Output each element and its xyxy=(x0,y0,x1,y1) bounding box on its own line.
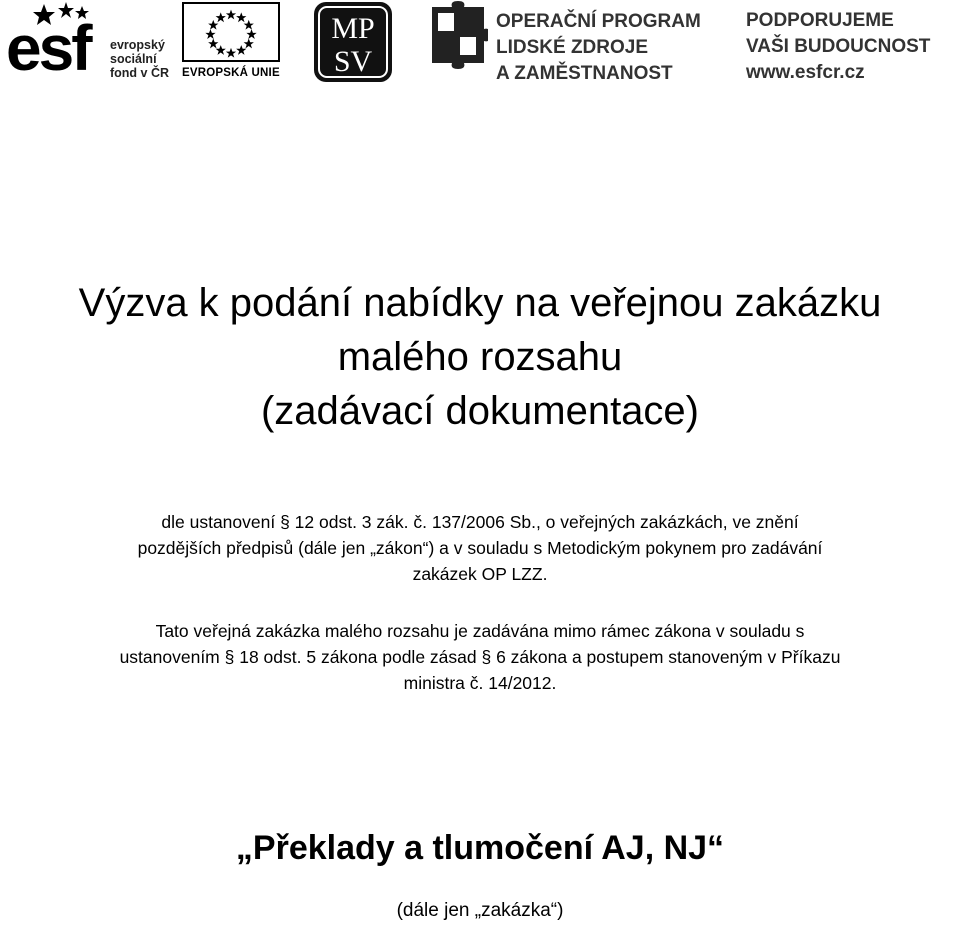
mpsv-top-text: MP xyxy=(331,12,375,45)
scope-paragraph xyxy=(0,618,960,696)
slogan-url: www.esfcr.cz xyxy=(746,62,865,83)
op-program-name xyxy=(496,9,701,87)
paragraph-line: ustanovením § 18 odst. 5 zákona podle zásad § 6 zákona a postupem stanoveným v Příkazu xyxy=(119,647,841,667)
op-line: LIDSKÉ ZDROJE xyxy=(496,37,649,58)
paragraph-line: zakázek OP LZZ. xyxy=(412,564,548,584)
slogan-line: PODPORUJEME xyxy=(746,10,894,31)
eu-caption: EVROPSKÁ UNIE xyxy=(182,67,280,79)
op-lzz-logo xyxy=(428,1,718,85)
legal-basis-paragraph xyxy=(0,509,960,587)
esf-logo xyxy=(6,2,176,84)
paragraph-line: dle ustanovení § 12 odst. 3 zák. č. 137/2006 Sb., o veřejných zakázkách, ve znění xyxy=(161,512,799,532)
esf-caption-line: evropský xyxy=(110,38,165,52)
title-line: (zadávací dokumentace) xyxy=(260,389,699,433)
esf-caption xyxy=(110,38,169,80)
esf-caption-line: fond v ČR xyxy=(110,66,170,80)
document-title xyxy=(0,276,960,438)
eu-logo xyxy=(182,2,282,84)
paragraph-line: pozdějších předpisů (dále jen „zákon“) a v souladu s Metodickým pokynem pro zadávání xyxy=(137,538,823,558)
title-line: malého rozsahu xyxy=(337,335,623,379)
puzzle-icon xyxy=(428,1,488,83)
contract-subject: „Překlady a tlumočení AJ, NJ“ xyxy=(235,829,725,867)
mpsv-logo xyxy=(313,1,393,83)
op-line: OPERAČNÍ PROGRAM xyxy=(496,11,701,32)
mpsv-bottom-text: SV xyxy=(333,45,373,78)
mpsv-emblem-icon xyxy=(313,1,393,83)
contract-subject-note: (dále jen „zakázka“) xyxy=(396,900,564,921)
eu-flag-icon xyxy=(182,2,280,62)
title-line: Výzva k podání nabídky na veřejnou zakázku xyxy=(78,281,882,325)
logo-header xyxy=(0,0,960,92)
paragraph-line: ministra č. 14/2012. xyxy=(403,673,557,693)
slogan xyxy=(746,8,930,86)
esf-wordmark: esf xyxy=(6,12,90,84)
esf-caption-line: sociální xyxy=(110,52,157,66)
paragraph-line: Tato veřejná zakázka malého rozsahu je zadávána mimo rámec zákona v souladu s xyxy=(155,621,805,641)
op-line: A ZAMĚSTNANOST xyxy=(496,63,673,84)
slogan-line: VAŠI BUDOUCNOST xyxy=(746,36,931,57)
